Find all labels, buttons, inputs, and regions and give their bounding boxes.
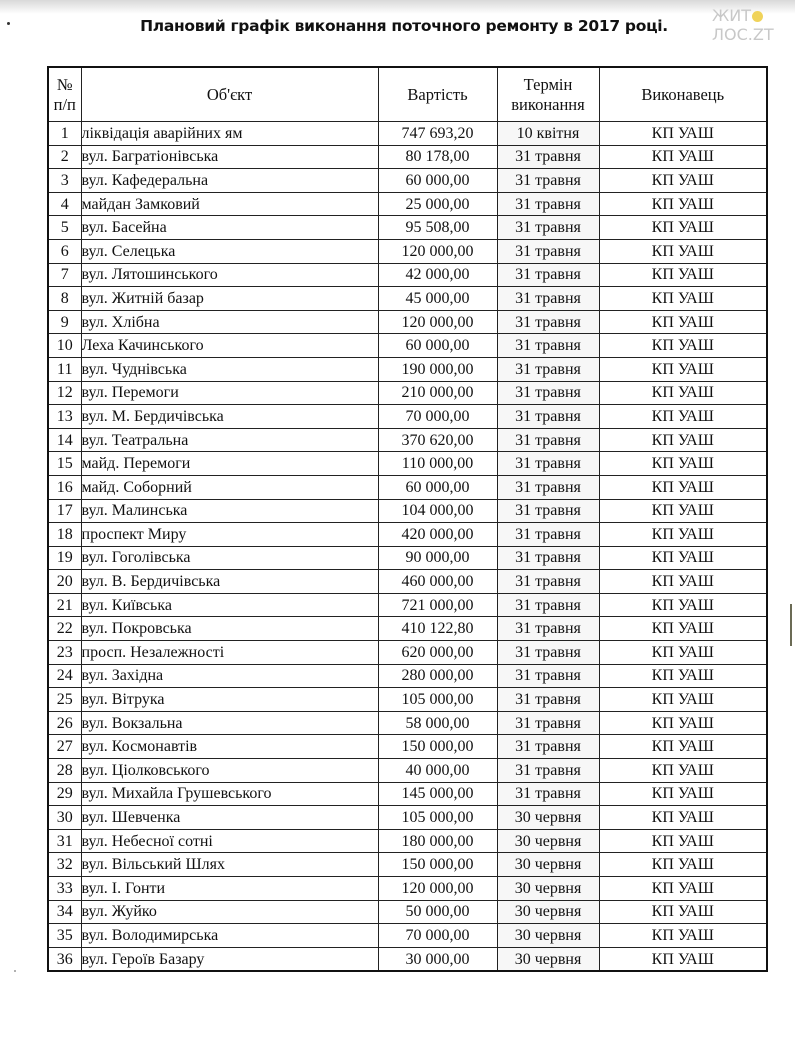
row-term: 31 травня <box>497 216 599 240</box>
row-object: вул. Небесної сотні <box>81 829 378 853</box>
row-object: вул. Володимирська <box>81 924 378 948</box>
table-row <box>48 735 767 759</box>
row-cost: 120 000,00 <box>378 239 497 263</box>
row-term: 31 травня <box>497 759 599 783</box>
row-executor: КП УАШ <box>599 381 767 405</box>
row-cost: 110 000,00 <box>378 452 497 476</box>
row-number: 29 <box>48 782 81 806</box>
watermark-text-left: ЖИТ <box>712 6 751 25</box>
table-row <box>48 475 767 499</box>
row-object: вул. І. Гонти <box>81 877 378 901</box>
row-term: 31 травня <box>497 546 599 570</box>
row-executor: КП УАШ <box>599 947 767 971</box>
header-term-line2: виконання <box>511 94 585 114</box>
table-row <box>48 806 767 830</box>
row-number: 10 <box>48 334 81 358</box>
scan-speck <box>14 970 16 972</box>
table-body <box>48 122 767 972</box>
row-cost: 45 000,00 <box>378 287 497 311</box>
row-object: вул. Михайла Грушевського <box>81 782 378 806</box>
row-object: вул. Вокзальна <box>81 711 378 735</box>
row-term: 31 травня <box>497 334 599 358</box>
row-cost: 104 000,00 <box>378 499 497 523</box>
table-row <box>48 593 767 617</box>
header-cost: Вартість <box>378 67 497 122</box>
row-number: 34 <box>48 900 81 924</box>
row-number: 14 <box>48 428 81 452</box>
row-executor: КП УАШ <box>599 806 767 830</box>
row-cost: 80 178,00 <box>378 145 497 169</box>
row-number: 23 <box>48 641 81 665</box>
row-cost: 420 000,00 <box>378 523 497 547</box>
row-number: 32 <box>48 853 81 877</box>
row-executor: КП УАШ <box>599 239 767 263</box>
table-row <box>48 924 767 948</box>
row-term: 31 травня <box>497 192 599 216</box>
table-row <box>48 688 767 712</box>
row-object: вул. Багратіонівська <box>81 145 378 169</box>
table-row <box>48 570 767 594</box>
row-term: 31 травня <box>497 310 599 334</box>
row-term: 30 червня <box>497 900 599 924</box>
row-executor: КП УАШ <box>599 523 767 547</box>
header-number-line1: № <box>56 74 73 94</box>
row-cost: 58 000,00 <box>378 711 497 735</box>
row-executor: КП УАШ <box>599 357 767 381</box>
table-row <box>48 782 767 806</box>
table-row <box>48 947 767 971</box>
row-number: 15 <box>48 452 81 476</box>
row-executor: КП УАШ <box>599 924 767 948</box>
row-object: вул. Жуйко <box>81 900 378 924</box>
row-object: Леха Качинського <box>81 334 378 358</box>
row-term: 31 травня <box>497 570 599 594</box>
row-cost: 30 000,00 <box>378 947 497 971</box>
row-term: 31 травня <box>497 405 599 429</box>
row-cost: 120 000,00 <box>378 310 497 334</box>
table-row <box>48 216 767 240</box>
row-number: 18 <box>48 523 81 547</box>
header-term-line1: Термін <box>523 74 573 94</box>
row-number: 6 <box>48 239 81 263</box>
table-row <box>48 405 767 429</box>
row-number: 30 <box>48 806 81 830</box>
row-object: вул. В. Бердичівська <box>81 570 378 594</box>
row-term: 30 червня <box>497 924 599 948</box>
row-cost: 190 000,00 <box>378 357 497 381</box>
row-object: майд. Перемоги <box>81 452 378 476</box>
row-number: 5 <box>48 216 81 240</box>
row-number: 21 <box>48 593 81 617</box>
row-number: 3 <box>48 169 81 193</box>
table-row <box>48 546 767 570</box>
row-number: 13 <box>48 405 81 429</box>
row-cost: 50 000,00 <box>378 900 497 924</box>
row-number: 33 <box>48 877 81 901</box>
header-number-line2: п/п <box>53 94 76 114</box>
row-object: вул. Космонавтів <box>81 735 378 759</box>
row-object: вул. Селецька <box>81 239 378 263</box>
row-cost: 150 000,00 <box>378 735 497 759</box>
row-number: 35 <box>48 924 81 948</box>
table-row <box>48 853 767 877</box>
row-term: 31 травня <box>497 263 599 287</box>
row-executor: КП УАШ <box>599 782 767 806</box>
row-number: 2 <box>48 145 81 169</box>
table-row <box>48 617 767 641</box>
row-object: вул. Київська <box>81 593 378 617</box>
row-object: вул. Лятошинського <box>81 263 378 287</box>
row-object: вул. М. Бердичівська <box>81 405 378 429</box>
row-term: 31 травня <box>497 735 599 759</box>
row-term: 31 травня <box>497 145 599 169</box>
table-header-row <box>48 67 767 122</box>
row-executor: КП УАШ <box>599 428 767 452</box>
row-object: просп. Незалежності <box>81 641 378 665</box>
row-cost: 42 000,00 <box>378 263 497 287</box>
row-number: 11 <box>48 357 81 381</box>
row-object: вул. Кафедеральна <box>81 169 378 193</box>
row-term: 31 травня <box>497 617 599 641</box>
row-term: 30 червня <box>497 877 599 901</box>
row-executor: КП УАШ <box>599 334 767 358</box>
row-object: вул. Чуднівська <box>81 357 378 381</box>
row-executor: КП УАШ <box>599 900 767 924</box>
row-object: вул. Ціолковського <box>81 759 378 783</box>
row-executor: КП УАШ <box>599 216 767 240</box>
table-row <box>48 499 767 523</box>
row-executor: КП УАШ <box>599 310 767 334</box>
row-executor: КП УАШ <box>599 711 767 735</box>
row-object: вул. Вільський Шлях <box>81 853 378 877</box>
row-executor: КП УАШ <box>599 617 767 641</box>
row-term: 30 червня <box>497 829 599 853</box>
row-cost: 90 000,00 <box>378 546 497 570</box>
row-number: 27 <box>48 735 81 759</box>
row-executor: КП УАШ <box>599 169 767 193</box>
row-executor: КП УАШ <box>599 122 767 146</box>
row-object: ліквідація аварійних ям <box>81 122 378 146</box>
row-number: 4 <box>48 192 81 216</box>
header-object: Об'єкт <box>81 67 378 122</box>
table-row <box>48 310 767 334</box>
header-executor: Виконавець <box>599 67 767 122</box>
row-object: вул. Басейна <box>81 216 378 240</box>
row-term: 31 травня <box>497 357 599 381</box>
row-number: 12 <box>48 381 81 405</box>
row-term: 31 травня <box>497 664 599 688</box>
row-term: 10 квітня <box>497 122 599 146</box>
row-object: вул. Гоголівська <box>81 546 378 570</box>
row-object: вул. Західна <box>81 664 378 688</box>
row-number: 36 <box>48 947 81 971</box>
scan-artifact-line <box>790 604 792 646</box>
row-executor: КП УАШ <box>599 145 767 169</box>
table-row <box>48 829 767 853</box>
row-number: 22 <box>48 617 81 641</box>
table-row <box>48 452 767 476</box>
row-cost: 95 508,00 <box>378 216 497 240</box>
row-object: вул. Героїв Базару <box>81 947 378 971</box>
row-number: 17 <box>48 499 81 523</box>
header-term <box>497 67 599 122</box>
row-number: 9 <box>48 310 81 334</box>
row-executor: КП УАШ <box>599 593 767 617</box>
row-executor: КП УАШ <box>599 735 767 759</box>
table-row <box>48 428 767 452</box>
row-object: майд. Соборний <box>81 475 378 499</box>
table-row <box>48 711 767 735</box>
row-cost: 280 000,00 <box>378 664 497 688</box>
row-number: 20 <box>48 570 81 594</box>
document-title: Плановий графік виконання поточного ремонту в 2017 році. <box>140 17 668 35</box>
row-executor: КП УАШ <box>599 263 767 287</box>
row-object: проспект Миру <box>81 523 378 547</box>
row-cost: 120 000,00 <box>378 877 497 901</box>
row-object: вул. Перемоги <box>81 381 378 405</box>
table-row <box>48 664 767 688</box>
row-term: 30 червня <box>497 806 599 830</box>
row-object: вул. Театральна <box>81 428 378 452</box>
row-object: вул. Хлібна <box>81 310 378 334</box>
row-term: 31 травня <box>497 523 599 547</box>
row-executor: КП УАШ <box>599 192 767 216</box>
row-cost: 370 620,00 <box>378 428 497 452</box>
row-term: 31 травня <box>497 428 599 452</box>
row-cost: 410 122,80 <box>378 617 497 641</box>
row-cost: 40 000,00 <box>378 759 497 783</box>
row-cost: 105 000,00 <box>378 688 497 712</box>
row-term: 30 червня <box>497 853 599 877</box>
repair-schedule-table <box>47 66 768 972</box>
row-cost: 460 000,00 <box>378 570 497 594</box>
table-row <box>48 287 767 311</box>
row-term: 31 травня <box>497 169 599 193</box>
row-executor: КП УАШ <box>599 641 767 665</box>
row-object: вул. Шевченка <box>81 806 378 830</box>
table-row <box>48 192 767 216</box>
header-number <box>48 67 81 122</box>
row-number: 19 <box>48 546 81 570</box>
row-cost: 60 000,00 <box>378 334 497 358</box>
row-executor: КП УАШ <box>599 570 767 594</box>
table-row <box>48 381 767 405</box>
row-term: 31 травня <box>497 641 599 665</box>
row-object: вул. Покровська <box>81 617 378 641</box>
row-cost: 60 000,00 <box>378 169 497 193</box>
row-cost: 747 693,20 <box>378 122 497 146</box>
row-object: вул. Вітрука <box>81 688 378 712</box>
row-cost: 721 000,00 <box>378 593 497 617</box>
row-executor: КП УАШ <box>599 759 767 783</box>
row-number: 8 <box>48 287 81 311</box>
table-row <box>48 145 767 169</box>
row-executor: КП УАШ <box>599 877 767 901</box>
table-row <box>48 169 767 193</box>
row-term: 31 травня <box>497 782 599 806</box>
row-term: 31 травня <box>497 475 599 499</box>
row-cost: 105 000,00 <box>378 806 497 830</box>
row-object: майдан Замковий <box>81 192 378 216</box>
row-number: 28 <box>48 759 81 783</box>
row-executor: КП УАШ <box>599 546 767 570</box>
row-executor: КП УАШ <box>599 829 767 853</box>
table-row <box>48 334 767 358</box>
table-row <box>48 122 767 146</box>
table-row <box>48 239 767 263</box>
row-cost: 25 000,00 <box>378 192 497 216</box>
table-row <box>48 900 767 924</box>
row-cost: 60 000,00 <box>378 475 497 499</box>
row-cost: 70 000,00 <box>378 405 497 429</box>
scan-top-shadow <box>0 0 795 14</box>
row-executor: КП УАШ <box>599 664 767 688</box>
watermark-text-right: ЛОС.ZT <box>712 25 774 44</box>
table-row <box>48 877 767 901</box>
row-number: 1 <box>48 122 81 146</box>
row-executor: КП УАШ <box>599 853 767 877</box>
row-number: 24 <box>48 664 81 688</box>
row-cost: 145 000,00 <box>378 782 497 806</box>
row-cost: 620 000,00 <box>378 641 497 665</box>
row-executor: КП УАШ <box>599 405 767 429</box>
row-object: вул. Житній базар <box>81 287 378 311</box>
table-row <box>48 523 767 547</box>
table-row <box>48 357 767 381</box>
row-executor: КП УАШ <box>599 475 767 499</box>
row-cost: 150 000,00 <box>378 853 497 877</box>
table-row <box>48 263 767 287</box>
row-term: 31 травня <box>497 593 599 617</box>
row-term: 30 червня <box>497 947 599 971</box>
row-term: 31 травня <box>497 381 599 405</box>
row-executor: КП УАШ <box>599 499 767 523</box>
row-number: 31 <box>48 829 81 853</box>
row-term: 31 травня <box>497 239 599 263</box>
row-term: 31 травня <box>497 452 599 476</box>
table-row <box>48 759 767 783</box>
row-cost: 70 000,00 <box>378 924 497 948</box>
row-term: 31 травня <box>497 499 599 523</box>
row-term: 31 травня <box>497 711 599 735</box>
row-cost: 210 000,00 <box>378 381 497 405</box>
row-executor: КП УАШ <box>599 688 767 712</box>
row-number: 26 <box>48 711 81 735</box>
row-executor: КП УАШ <box>599 287 767 311</box>
row-number: 7 <box>48 263 81 287</box>
row-number: 25 <box>48 688 81 712</box>
row-cost: 180 000,00 <box>378 829 497 853</box>
row-term: 31 травня <box>497 287 599 311</box>
table-row <box>48 641 767 665</box>
row-object: вул. Малинська <box>81 499 378 523</box>
row-executor: КП УАШ <box>599 452 767 476</box>
row-term: 31 травня <box>497 688 599 712</box>
row-number: 16 <box>48 475 81 499</box>
